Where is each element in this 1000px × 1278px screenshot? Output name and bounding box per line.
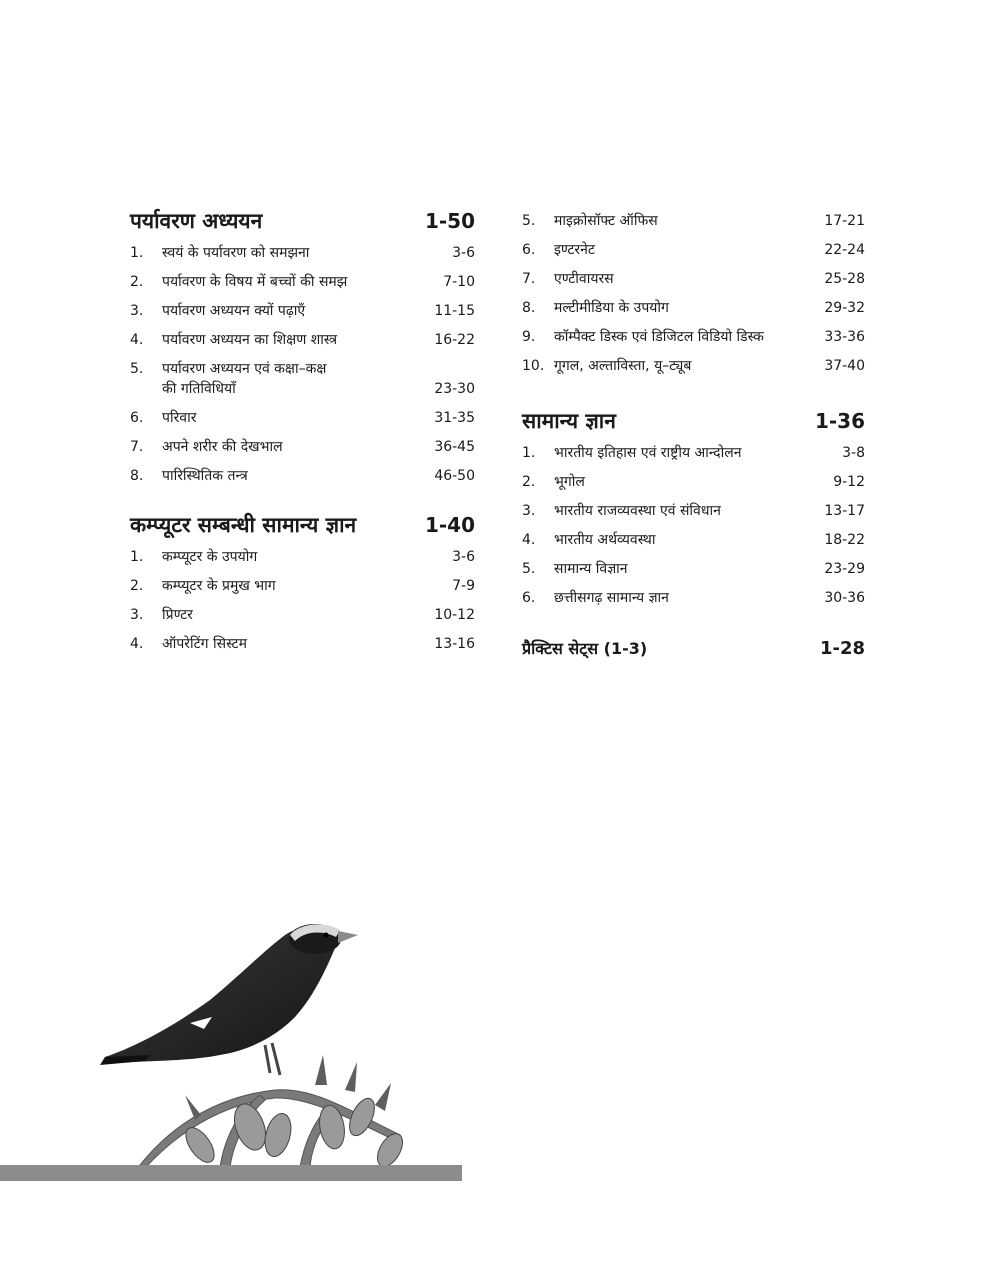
item-number: 1. — [130, 549, 144, 565]
item-number: 5. — [522, 561, 536, 577]
item-pages: 9-12 — [833, 474, 865, 490]
item-pages: 3-6 — [452, 245, 475, 261]
toc-item[interactable] — [130, 403, 475, 432]
item-number: 9. — [522, 329, 536, 345]
item-title: परिवार — [162, 410, 197, 426]
toc-item[interactable] — [130, 238, 475, 267]
item-pages: 23-29 — [824, 561, 865, 577]
toc-item[interactable] — [130, 432, 475, 461]
item-title-line2: की गतिविधियाँ — [162, 381, 236, 397]
item-pages: 10-12 — [434, 607, 475, 623]
item-number: 7. — [522, 271, 536, 287]
item-title: भूगोल — [554, 474, 585, 490]
toc-item[interactable] — [130, 354, 475, 403]
item-title: माइक्रोसॉफ्ट ऑफिस — [554, 213, 658, 229]
item-pages: 11-15 — [434, 303, 475, 319]
item-title: कॉम्पैक्ट डिस्क एवं डिजिटल विडियो डिस्क — [554, 329, 764, 345]
toc-item[interactable] — [130, 629, 475, 658]
item-number: 5. — [130, 361, 144, 377]
footer-bar — [0, 1165, 462, 1181]
toc-item[interactable] — [522, 467, 865, 496]
item-pages: 3-6 — [452, 549, 475, 565]
item-number: 8. — [522, 300, 536, 316]
item-number: 2. — [130, 274, 144, 290]
toc-item[interactable] — [130, 325, 475, 354]
toc-item[interactable] — [522, 264, 865, 293]
toc-item[interactable] — [130, 600, 475, 629]
item-pages: 30-36 — [824, 590, 865, 606]
item-pages: 22-24 — [824, 242, 865, 258]
item-title: सामान्य विज्ञान — [554, 561, 628, 577]
item-pages: 3-8 — [842, 445, 865, 461]
item-number: 3. — [130, 607, 144, 623]
item-number: 4. — [130, 636, 144, 652]
section-heading-environment — [130, 204, 475, 238]
item-title: छत्तीसगढ़ सामान्य ज्ञान — [554, 590, 669, 606]
item-title: स्वयं के पर्यावरण को समझना — [162, 245, 310, 261]
toc-item[interactable] — [522, 438, 865, 467]
section-title: प्रैक्टिस सेट्स (1-3) — [522, 639, 648, 658]
item-pages: 29-32 — [824, 300, 865, 316]
item-title: ऑपरेटिंग सिस्टम — [162, 636, 247, 652]
toc-item[interactable] — [522, 525, 865, 554]
item-title: कम्प्यूटर के प्रमुख भाग — [162, 578, 276, 594]
item-number: 1. — [130, 245, 144, 261]
toc-item[interactable] — [522, 351, 865, 380]
item-number: 6. — [522, 242, 536, 258]
item-title: पर्यावरण अध्ययन का शिक्षण शास्त्र — [162, 332, 338, 348]
item-number: 7. — [130, 439, 144, 455]
toc-item[interactable] — [522, 322, 865, 351]
item-pages: 13-16 — [434, 636, 475, 652]
item-title: भारतीय अर्थव्यवस्था — [554, 532, 656, 548]
item-title: भारतीय राजव्यवस्था एवं संविधान — [554, 503, 721, 519]
item-number: 3. — [522, 503, 536, 519]
item-number: 2. — [522, 474, 536, 490]
item-number: 2. — [130, 578, 144, 594]
section-pages: 1-40 — [424, 513, 475, 537]
toc-right-column — [522, 206, 865, 666]
item-title: कम्प्यूटर के उपयोग — [162, 549, 258, 565]
item-pages: 7-9 — [452, 578, 475, 594]
section-title: पर्यावरण अध्ययन — [130, 209, 263, 233]
item-pages: 46-50 — [434, 468, 475, 484]
item-pages: 33-36 — [824, 329, 865, 345]
section-pages: 1-28 — [819, 638, 865, 659]
item-number: 4. — [130, 332, 144, 348]
item-title: प्रिण्टर — [162, 607, 193, 623]
toc-item[interactable] — [130, 296, 475, 325]
item-number: 4. — [522, 532, 536, 548]
item-title: एण्टीवायरस — [554, 271, 614, 287]
myna-bird-icon — [100, 905, 430, 1167]
toc-item[interactable] — [130, 461, 475, 490]
section-title: सामान्य ज्ञान — [522, 409, 616, 433]
section-heading-gk — [522, 404, 865, 438]
item-number: 10. — [522, 358, 545, 374]
item-title-line1: पर्यावरण अध्ययन एवं कक्षा–कक्ष — [162, 361, 327, 377]
toc-item[interactable] — [522, 496, 865, 525]
item-pages: 23-30 — [434, 381, 475, 397]
toc-item[interactable] — [522, 235, 865, 264]
item-pages: 13-17 — [824, 503, 865, 519]
toc-left-column — [130, 204, 475, 658]
item-pages: 25-28 — [824, 271, 865, 287]
toc-item[interactable] — [522, 554, 865, 583]
section-pages: 1-36 — [814, 409, 865, 433]
item-title: पर्यावरण के विषय में बच्चों की समझ — [162, 274, 348, 290]
toc-item[interactable] — [522, 293, 865, 322]
toc-item[interactable] — [130, 571, 475, 600]
item-number: 6. — [522, 590, 536, 606]
item-pages: 18-22 — [824, 532, 865, 548]
item-number: 6. — [130, 410, 144, 426]
item-title — [162, 359, 434, 399]
bird-illustration — [100, 905, 430, 1167]
item-title: गूगल, अल्ताविस्ता, यू–ट्यूब — [554, 358, 692, 374]
item-pages: 17-21 — [824, 213, 865, 229]
toc-item[interactable] — [130, 542, 475, 571]
section-heading-computer — [130, 508, 475, 542]
item-pages: 36-45 — [434, 439, 475, 455]
section-pages: 1-50 — [424, 209, 475, 233]
item-title: भारतीय इतिहास एवं राष्ट्रीय आन्दोलन — [554, 445, 742, 461]
item-title: इण्टरनेट — [554, 242, 595, 258]
item-title: पारिस्थितिक तन्त्र — [162, 468, 248, 484]
item-pages: 31-35 — [434, 410, 475, 426]
toc-item[interactable] — [522, 206, 865, 235]
item-number: 5. — [522, 213, 536, 229]
section-title: कम्प्यूटर सम्बन्धी सामान्य ज्ञान — [130, 513, 357, 537]
item-title: अपने शरीर की देखभाल — [162, 439, 283, 455]
item-title: मल्टीमीडिया के उपयोग — [554, 300, 669, 316]
item-pages: 37-40 — [824, 358, 865, 374]
item-number: 3. — [130, 303, 144, 319]
item-pages: 7-10 — [443, 274, 475, 290]
toc-item[interactable] — [130, 267, 475, 296]
item-number: 8. — [130, 468, 144, 484]
item-number: 1. — [522, 445, 536, 461]
item-title: पर्यावरण अध्ययन क्यों पढ़ाएँ — [162, 303, 306, 319]
section-heading-practice — [522, 632, 865, 666]
item-pages: 16-22 — [434, 332, 475, 348]
toc-item[interactable] — [522, 583, 865, 612]
